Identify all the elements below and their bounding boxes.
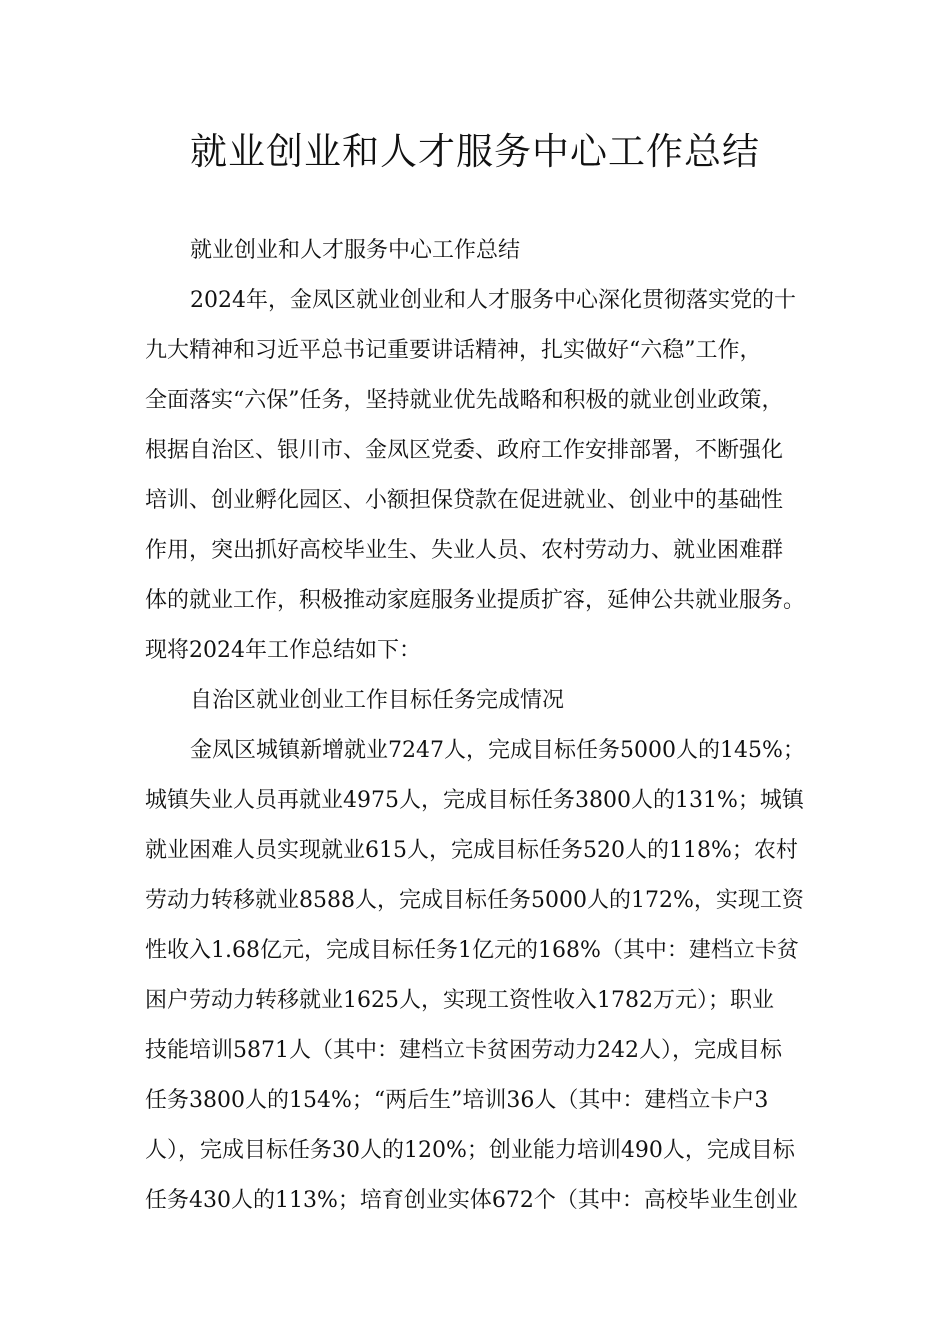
- text-line: 人），完成目标任务30人的120%；创业能力培训490人，完成目标: [145, 1138, 795, 1163]
- document-title: 就业创业和人才服务中心工作总结: [190, 130, 760, 173]
- text-line: 技能培训5871人（其中：建档立卡贫困劳动力242人），完成目标: [145, 1038, 782, 1063]
- text-line: 全面落实“六保”任务，坚持就业优先战略和积极的就业创业政策，: [145, 388, 784, 413]
- text-line: 2024年，金凤区就业创业和人才服务中心深化贯彻落实党的十: [190, 288, 796, 313]
- text-line: 体的就业工作，积极推动家庭服务业提质扩容，延伸公共就业服务。: [145, 588, 806, 613]
- text-line: 性收入1.68亿元，完成目标任务1亿元的168%（其中：建档立卡贫: [145, 938, 799, 963]
- text-line: 九大精神和习近平总书记重要讲话精神，扎实做好“六稳”工作，: [145, 338, 762, 363]
- text-line: 金凤区城镇新增就业7247人，完成目标任务5000人的145%；: [190, 738, 805, 763]
- text-line: 城镇失业人员再就业4975人，完成目标任务3800人的131%；城镇: [145, 788, 804, 813]
- text-line: 任务3800人的154%；“两后生”培训36人（其中：建档立卡户3: [145, 1088, 769, 1113]
- text-line: 自治区就业创业工作目标任务完成情况: [190, 688, 565, 713]
- text-line: 任务430人的113%；培育创业实体672个（其中：高校毕业生创业: [145, 1188, 798, 1213]
- text-line: 作用，突出抓好高校毕业生、失业人员、农村劳动力、就业困难群: [145, 538, 784, 563]
- text-line: 劳动力转移就业8588人，完成目标任务5000人的172%，实现工资: [145, 888, 804, 913]
- text-line: 现将2024年工作总结如下：: [145, 638, 421, 663]
- text-line: 培训、创业孵化园区、小额担保贷款在促进就业、创业中的基础性: [145, 488, 784, 513]
- text-line: 就业创业和人才服务中心工作总结: [190, 238, 521, 263]
- text-line: 根据自治区、银川市、金凤区党委、政府工作安排部署，不断强化: [145, 438, 784, 463]
- text-line: 困户劳动力转移就业1625人，实现工资性收入1782万元）；职业: [145, 988, 774, 1013]
- document-body: [145, 226, 825, 1226]
- text-line: 就业困难人员实现就业615人，完成目标任务520人的118%；农村: [145, 838, 798, 863]
